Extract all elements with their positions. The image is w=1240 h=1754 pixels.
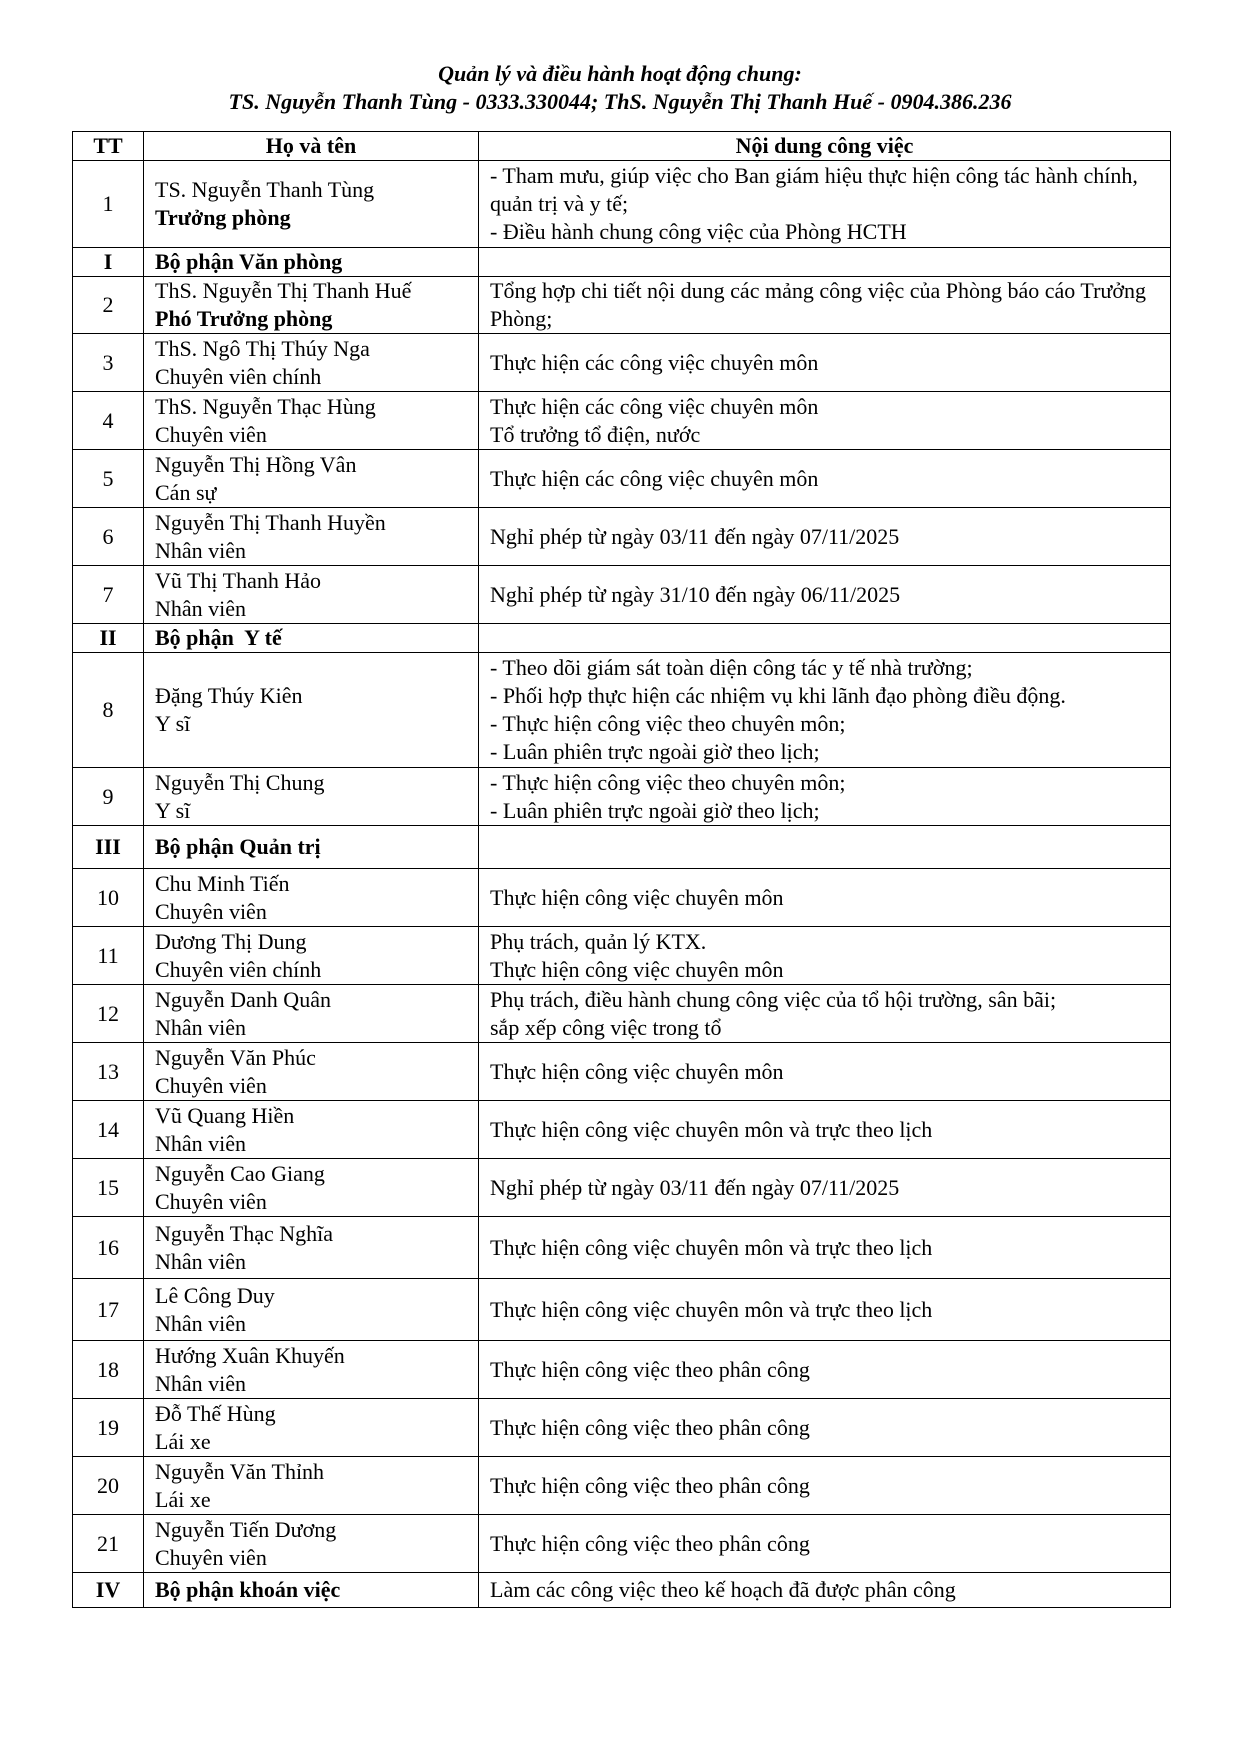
column-header-name: Họ và tên: [144, 132, 479, 161]
person-role: Lái xe: [155, 1428, 211, 1454]
person-name: Nguyễn Văn Phúc: [155, 1044, 316, 1070]
person-cell: [144, 985, 479, 1043]
row-number: 2: [73, 277, 144, 334]
header-title: Quản lý và điều hành hoạt động chung:: [438, 61, 802, 86]
person-name: Nguyễn Danh Quân: [155, 986, 331, 1012]
person-cell: [144, 1279, 479, 1341]
person-name: Vũ Quang Hiền: [155, 1102, 295, 1128]
person-cell: [144, 450, 479, 508]
person-name: Dương Thị Dung: [155, 928, 307, 954]
section-title: Bộ phận Văn phòng: [144, 248, 479, 277]
section-number: IV: [73, 1573, 144, 1608]
person-cell: [144, 508, 479, 566]
row-number: 15: [73, 1159, 144, 1217]
row-number: 13: [73, 1043, 144, 1101]
table-row: [73, 161, 1171, 248]
person-name: Nguyễn Thị Chung: [155, 769, 325, 795]
person-role: Chuyên viên: [155, 421, 267, 447]
row-number: 11: [73, 927, 144, 985]
task-line: - Thực hiện công việc theo chuyên môn;: [490, 711, 846, 736]
task-cell: [479, 566, 1171, 624]
person-role: Nhân viên: [155, 595, 247, 621]
person-role: Nhân viên: [155, 1130, 247, 1156]
person-cell: [144, 1515, 479, 1573]
person-role: Chuyên viên: [155, 1544, 267, 1570]
task-line: - Luân phiên trực ngoài giờ theo lịch;: [490, 739, 820, 764]
row-number: 7: [73, 566, 144, 624]
person-role: Nhân viên: [155, 1370, 247, 1396]
table-row: [73, 1159, 1171, 1217]
task-line: Thực hiện công việc chuyên môn: [490, 956, 784, 982]
task-cell: [479, 450, 1171, 508]
person-cell: [144, 1043, 479, 1101]
task-cell: [479, 927, 1171, 985]
task-line: Phụ trách, điều hành chung công việc của tổ hội trường, sân bãi;: [490, 986, 1057, 1012]
row-number: 16: [73, 1217, 144, 1279]
person-cell: [144, 869, 479, 927]
section-row: [73, 1573, 1171, 1608]
section-title: Bộ phận Y tế: [144, 624, 479, 653]
task-line: - Điều hành chung công việc của Phòng HCTH: [490, 219, 907, 244]
person-role: Trưởng phòng: [155, 205, 291, 230]
task-line: Thực hiện các công việc chuyên môn: [490, 393, 819, 419]
table-row: [73, 566, 1171, 624]
task-cell: [479, 161, 1171, 248]
person-cell: [144, 277, 479, 334]
person-cell: [144, 1457, 479, 1515]
person-role: Chuyên viên chính: [155, 956, 322, 982]
person-role: Phó Trưởng phòng: [155, 306, 333, 331]
table-row: [73, 1101, 1171, 1159]
task-line: Thực hiện công việc theo phân công: [490, 1414, 810, 1440]
person-cell: [144, 653, 479, 768]
person-cell: [144, 566, 479, 624]
task-line: Nghỉ phép từ ngày 31/10 đến ngày 06/11/2025: [490, 581, 901, 607]
task-cell: [479, 1159, 1171, 1217]
task-cell: [479, 1399, 1171, 1457]
row-number: 5: [73, 450, 144, 508]
table-row: [73, 1279, 1171, 1341]
row-number: 8: [73, 653, 144, 768]
task-cell: [479, 1515, 1171, 1573]
task-line: - Thực hiện công việc theo chuyên môn;: [490, 769, 846, 795]
table-row: [73, 508, 1171, 566]
table-row: [73, 1515, 1171, 1573]
person-role: Nhân viên: [155, 1310, 247, 1336]
person-role: Cán sự: [155, 479, 217, 505]
task-line: Thực hiện các công việc chuyên môn: [490, 349, 819, 375]
task-cell: [479, 334, 1171, 392]
task-line: Thực hiện công việc chuyên môn và trực theo lịch: [490, 1296, 933, 1322]
task-cell: [479, 1279, 1171, 1341]
task-cell: [479, 277, 1171, 334]
table-row: [73, 869, 1171, 927]
table-row: [73, 927, 1171, 985]
person-name: TS. Nguyễn Thanh Tùng: [155, 177, 375, 202]
section-row: [73, 624, 1171, 653]
task-line: Nghỉ phép từ ngày 03/11 đến ngày 07/11/2025: [490, 1174, 900, 1200]
row-number: 17: [73, 1279, 144, 1341]
person-role: Chuyên viên: [155, 898, 267, 924]
person-role: Nhân viên: [155, 1014, 247, 1040]
person-role: Chuyên viên chính: [155, 363, 322, 389]
person-name: ThS. Ngô Thị Thúy Nga: [155, 335, 370, 361]
task-cell: [479, 869, 1171, 927]
person-name: ThS. Nguyễn Thị Thanh Huế: [155, 278, 412, 303]
person-name: Nguyễn Cao Giang: [155, 1160, 325, 1186]
row-number: 21: [73, 1515, 144, 1573]
person-cell: [144, 1341, 479, 1399]
table-row: [73, 985, 1171, 1043]
section-row: [73, 248, 1171, 277]
table-header-row: [73, 132, 1171, 161]
section-number: II: [73, 624, 144, 653]
person-cell: [144, 1217, 479, 1279]
row-number: 18: [73, 1341, 144, 1399]
row-number: 19: [73, 1399, 144, 1457]
task-cell: [479, 768, 1171, 826]
row-number: 6: [73, 508, 144, 566]
table-row: [73, 1399, 1171, 1457]
person-cell: [144, 334, 479, 392]
task-line: Nghỉ phép từ ngày 03/11 đến ngày 07/11/2025: [490, 523, 900, 549]
section-title: Bộ phận khoán việc: [144, 1573, 479, 1608]
person-name: Nguyễn Thị Hồng Vân: [155, 451, 357, 477]
task-line: - Luân phiên trực ngoài giờ theo lịch;: [490, 797, 820, 823]
row-number: 9: [73, 768, 144, 826]
person-cell: [144, 927, 479, 985]
row-number: 14: [73, 1101, 144, 1159]
row-number: 10: [73, 869, 144, 927]
row-number: 4: [73, 392, 144, 450]
task-line: Thực hiện công việc theo phân công: [490, 1472, 810, 1498]
table-row: [73, 653, 1171, 768]
person-cell: [144, 161, 479, 248]
task-cell: [479, 1101, 1171, 1159]
task-cell: [479, 1217, 1171, 1279]
person-role: Chuyên viên: [155, 1072, 267, 1098]
task-cell: [479, 1341, 1171, 1399]
section-number: I: [73, 248, 144, 277]
column-header-content: Nội dung công việc: [479, 132, 1171, 161]
row-number: 20: [73, 1457, 144, 1515]
person-role: Nhân viên: [155, 537, 247, 563]
task-line: - Theo dõi giám sát toàn diện công tác y tế nhà trường;: [490, 655, 973, 680]
section-content: Làm các công việc theo kế hoạch đã được phân công: [479, 1573, 1171, 1608]
task-line: Thực hiện công việc chuyên môn: [490, 1058, 784, 1084]
task-line: Phụ trách, quản lý KTX.: [490, 928, 707, 954]
person-name: Đỗ Thế Hùng: [155, 1400, 276, 1426]
person-role: Y sĩ: [155, 797, 191, 823]
person-name: Nguyễn Văn Thỉnh: [155, 1458, 325, 1484]
table-row: [73, 450, 1171, 508]
task-line: Thực hiện công việc chuyên môn và trực theo lịch: [490, 1116, 933, 1142]
person-cell: [144, 1159, 479, 1217]
task-cell: [479, 392, 1171, 450]
task-line: - Tham mưu, giúp việc cho Ban giám hiệu thực hiện công tác hành chính, quản trị và y tế;: [490, 163, 1138, 216]
assignment-table: [72, 131, 1171, 1608]
section-number: III: [73, 826, 144, 869]
section-content: [479, 624, 1171, 653]
person-name: Chu Minh Tiến: [155, 870, 290, 896]
task-line: sắp xếp công việc trong tổ: [490, 1014, 722, 1040]
task-line: Thực hiện công việc theo phân công: [490, 1530, 810, 1556]
table-row: [73, 1217, 1171, 1279]
task-cell: [479, 1457, 1171, 1515]
column-header-tt: TT: [73, 132, 144, 161]
person-name: Nguyễn Thị Thanh Huyền: [155, 509, 386, 535]
section-title: Bộ phận Quản trị: [144, 826, 479, 869]
person-name: Đặng Thúy Kiên: [155, 683, 303, 708]
task-line: Thực hiện các công việc chuyên môn: [490, 465, 819, 491]
table-row: [73, 277, 1171, 334]
person-name: ThS. Nguyễn Thạc Hùng: [155, 393, 376, 419]
table-row: [73, 1457, 1171, 1515]
person-cell: [144, 768, 479, 826]
person-name: Nguyễn Tiến Dương: [155, 1516, 337, 1542]
person-role: Nhân viên: [155, 1248, 247, 1274]
task-line: Thực hiện công việc theo phân công: [490, 1356, 810, 1382]
task-cell: [479, 1043, 1171, 1101]
table-row: [73, 334, 1171, 392]
row-number: 3: [73, 334, 144, 392]
task-cell: [479, 508, 1171, 566]
table-row: [73, 768, 1171, 826]
person-cell: [144, 1399, 479, 1457]
header-contacts: TS. Nguyễn Thanh Tùng - 0333.330044; ThS. Nguyễn Thị Thanh Huế - 0904.386.236: [228, 89, 1012, 114]
row-number: 1: [73, 161, 144, 248]
task-line: Thực hiện công việc chuyên môn và trực theo lịch: [490, 1234, 933, 1260]
row-number: 12: [73, 985, 144, 1043]
table-row: [73, 1341, 1171, 1399]
task-cell: [479, 653, 1171, 768]
person-name: Lê Công Duy: [155, 1282, 275, 1308]
person-cell: [144, 392, 479, 450]
section-row: [73, 826, 1171, 869]
task-line: Tổng hợp chi tiết nội dung các mảng công việc của Phòng báo cáo Trưởng Phòng;: [490, 278, 1146, 331]
person-name: Vũ Thị Thanh Hảo: [155, 567, 321, 593]
person-cell: [144, 1101, 479, 1159]
person-role: Lái xe: [155, 1486, 211, 1512]
section-content: [479, 248, 1171, 277]
table-row: [73, 392, 1171, 450]
person-name: Hướng Xuân Khuyến: [155, 1342, 345, 1368]
task-line: - Phối hợp thực hiện các nhiệm vụ khi lãnh đạo phòng điều động.: [490, 683, 1066, 708]
task-line: Thực hiện công việc chuyên môn: [490, 884, 784, 910]
person-role: Chuyên viên: [155, 1188, 267, 1214]
task-cell: [479, 985, 1171, 1043]
person-name: Nguyễn Thạc Nghĩa: [155, 1220, 333, 1246]
section-content: [479, 826, 1171, 869]
table-row: [73, 1043, 1171, 1101]
person-role: Y sĩ: [155, 711, 191, 736]
task-line: Tổ trưởng tổ điện, nước: [490, 421, 701, 447]
